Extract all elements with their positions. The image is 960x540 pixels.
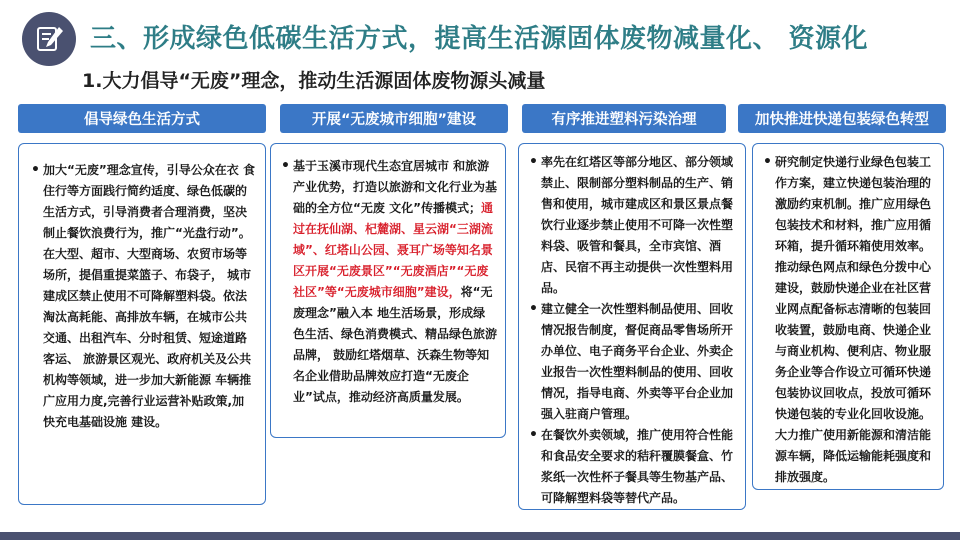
item-text: 基于玉溪市现代生态宜居城市 和旅游产业优势，打造以旅游和文化行业为基础的全方位“无废 文化”传播模式； xyxy=(293,159,498,215)
column-header-plastic-pollution: 有序推进塑料污染治理 xyxy=(522,104,726,133)
list-item xyxy=(281,156,497,408)
page-title: 三、形成绿色低碳生活方式，提高生活源固体废物减量化、 资源化 xyxy=(90,24,869,54)
column-box-express-packaging xyxy=(752,143,944,490)
item-text: 将“无废理念”融入本 地生活场景，形成绿色生活、绿色消费模式、精品绿色旅游品牌， 鼓励红塔烟草、沃森生物等知名企业借助品牌效应打造“无废企 业”试点，推动经济高质量发展。 xyxy=(293,285,498,404)
list-item: • 在餐饮外卖领域，推广使用符合性能和食品安全要求的秸秆覆膜餐盒、竹浆纸一次性杯子餐具等生物基产品、可降解塑料袋等替代产品。 xyxy=(529,425,737,509)
column-box-green-lifestyle xyxy=(18,143,266,505)
section-subtitle: 1.大力倡导“无废”理念，推动生活源固体废物源头减量 xyxy=(82,70,546,92)
highlighted-text: 通过在抚仙湖、杞麓湖、星云湖“三湖流域”、红塔山公园、聂耳广场等知名景区开展“无废景区”“无废酒店”“无废社区”等“无废城市细胞”建设， xyxy=(293,201,493,299)
list-item: • 建立健全一次性塑料制品使用、回收情况报告制度，督促商品零售场所开办单位、电子商务平台企业、外卖企业报告一次性塑料制品的使用、回收情况，指导电商、外卖等平台企业加强入驻商户管理。 xyxy=(529,299,737,425)
list-item: • 加大“无废”理念宣传，引导公众在衣 食住行等方面践行简约适度、绿色低碳的生活方式，引导消费者合理消费，坚决制止餐饮浪费行为，推广“光盘行动”。在大型、超市、大型商场、农贸市场等场所，提倡重提菜篮子、布袋子， 城市建成区禁止使用不可降解塑料袋。依法淘汰高耗能、高排放车辆，在城市公共交通、出租汽车、分时租赁、短途道路客运、 旅游景区观光、政府机关及公共机构等领域，进一步加大新能源 车辆推广应用力度,完善行业运营补贴政策,加快充电基础设施 建设。 xyxy=(31,160,255,433)
column-box-plastic-pollution xyxy=(518,143,746,510)
column-header-express-packaging: 加快推进快递包装绿色转型 xyxy=(738,104,946,133)
column-header-green-lifestyle: 倡导绿色生活方式 xyxy=(18,104,266,133)
column-box-zero-waste-cells xyxy=(270,143,506,438)
list-item: • 研究制定快递行业绿色包装工作方案，建立快递包装治理的激励约束机制。推广应用绿色包装技术和材料，推广应用循环箱，提升循环箱使用效率。推动绿色网点和绿色分拨中心建设，鼓励快递企业在社区营业网点配备标志清晰的包装回收装置，鼓励电商、快递企业与商业机构、便利店、物业服务企业等合作设立可循环快递包装协议回收点，投放可循环快递包装的专业化回收设施。大力推广使用新能源和清洁能源车辆，降低运输能耗强度和排放强度。 xyxy=(763,152,935,488)
column-header-zero-waste-cells: 开展“无废城市细胞”建设 xyxy=(280,104,508,133)
pencil-icon xyxy=(22,12,76,66)
list-item: • 率先在红塔区等部分地区、部分领域禁止、限制部分塑料制品的生产、销售和使用，城市建成区和景区景点餐饮行业逐步禁止使用不可降一次性塑料袋、吸管和餐具，全市宾馆、酒店、民宿不再主动提供一次性塑料用品。 xyxy=(529,152,737,299)
footer-bar xyxy=(0,532,960,540)
